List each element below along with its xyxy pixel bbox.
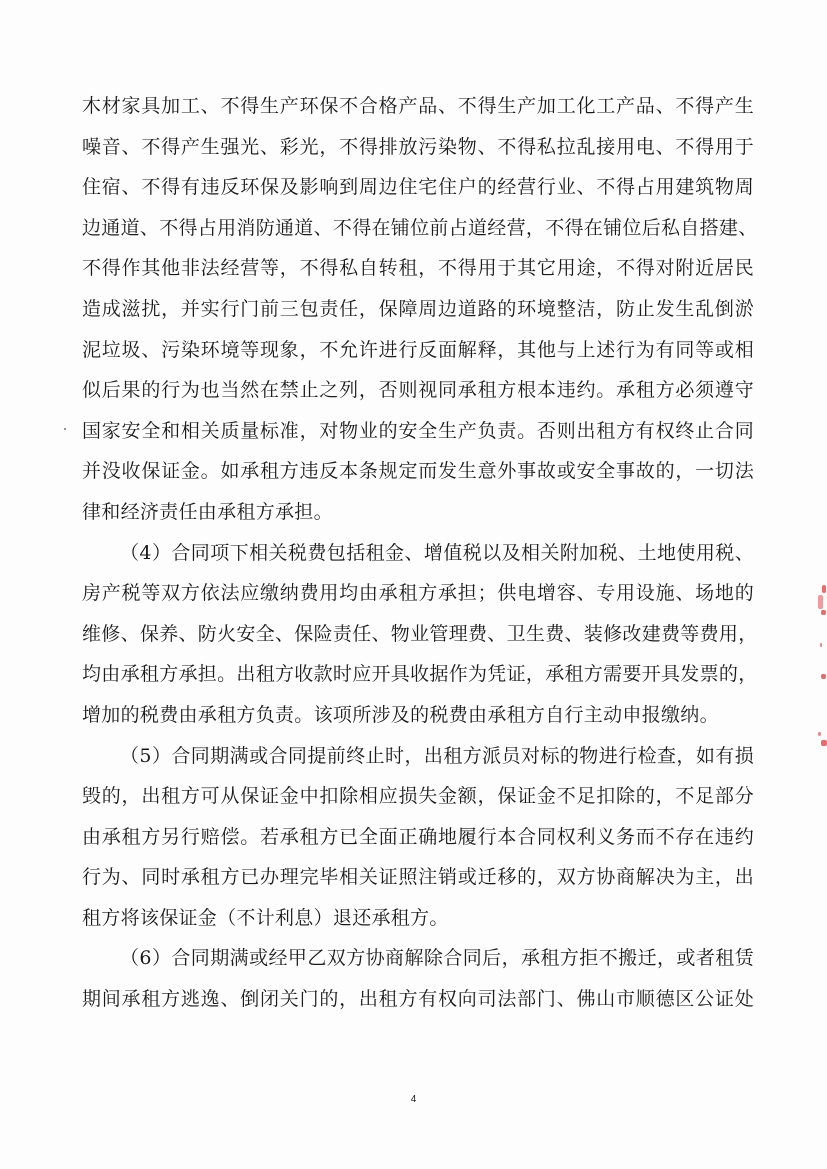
text-line: 房产税等双方依法应缴纳费用均由承租方承担；供电增容、专用设施、场地的 bbox=[82, 582, 754, 605]
text-line: （6）合同期满或经甲乙双方协商解除合同后，承租方拒不搬迁，或者租赁 bbox=[120, 947, 754, 970]
text-line: 国家安全和相关质量标准，对物业的安全生产负责。否则出租方有权终止合同 bbox=[82, 419, 754, 442]
text-line: 似后果的行为也当然在禁止之列，否则视同承租方根本违约。承租方必须遵守 bbox=[82, 379, 754, 402]
text-line: 边通道、不得占用消防通道、不得在铺位前占道经营，不得在铺位后私自搭建、 bbox=[82, 216, 758, 239]
document-body bbox=[82, 86, 758, 1020]
text-line: 均由承租方承担。出租方收款时应开具收据作为凭证，承租方需要开具发票的， bbox=[82, 663, 758, 686]
text-line: （4）合同项下相关税费包括租金、增值税以及相关附加税、土地使用税、 bbox=[120, 541, 754, 564]
text-line: 木材家具加工、不得生产环保不合格产品、不得生产加工化工产品、不得产生 bbox=[82, 95, 754, 117]
page-number: 4 bbox=[410, 1094, 417, 1105]
text-line: （5）合同期满或合同提前终止时，出租方派员对标的物进行检查，如有损 bbox=[120, 744, 754, 767]
text-line: 维修、保养、防火安全、保险责任、物业管理费、卫生费、装修改建费等费用， bbox=[82, 622, 758, 645]
text-line: 增加的税费由承租方负责。该项所涉及的税费由承租方自行主动申报缴纳。 bbox=[82, 703, 719, 726]
scan-speck bbox=[64, 428, 66, 430]
text-line: 行为、同时承租方已办理完毕相关证照注销或迁移的，双方协商解决为主，出 bbox=[82, 866, 754, 889]
text-line: 并没收保证金。如承租方违反本条规定而发生意外事故或安全事故的，一切法 bbox=[82, 460, 754, 483]
text-line: 不得作其他非法经营等，不得私自转租，不得用于其它用途，不得对附近居民 bbox=[82, 257, 754, 280]
text-line: 租方将该保证金（不计利息）退还承租方。 bbox=[82, 906, 449, 929]
paragraph-clause-6 bbox=[82, 938, 754, 1019]
text-line: 期间承租方逃逸、倒闭关门的，出租方有权向司法部门、佛山市顺德区公证处 bbox=[82, 988, 754, 1011]
text-line: 律和经济责任由承租方承担。 bbox=[82, 500, 333, 523]
text-line: 毁的，出租方可从保证金中扣除相应损失金额，保证金不足扣除的，不足部分 bbox=[82, 785, 754, 808]
paragraph-prohibitions bbox=[82, 86, 758, 533]
text-line: 住宿、不得有违反环保及影响到周边住宅住户的经营行业、不得占用建筑物周 bbox=[82, 176, 754, 199]
paragraph-clause-5 bbox=[82, 736, 754, 939]
text-line: 噪音、不得产生强光、彩光，不得排放污染物、不得私拉乱接用电、不得用于 bbox=[82, 135, 754, 158]
text-line: 造成滋扰，并实行门前三包责任，保障周边道路的环境整洁，防止发生乱倒淤 bbox=[82, 297, 754, 320]
text-line: 泥垃圾、污染环境等现象，不允许进行反面解释，其他与上述行为有同等或相 bbox=[82, 338, 754, 361]
paragraph-clause-4 bbox=[82, 533, 758, 736]
text-line: 由承租方另行赔偿。若承租方已全面正确地履行本合同权利义务而不存在违约 bbox=[82, 825, 754, 848]
